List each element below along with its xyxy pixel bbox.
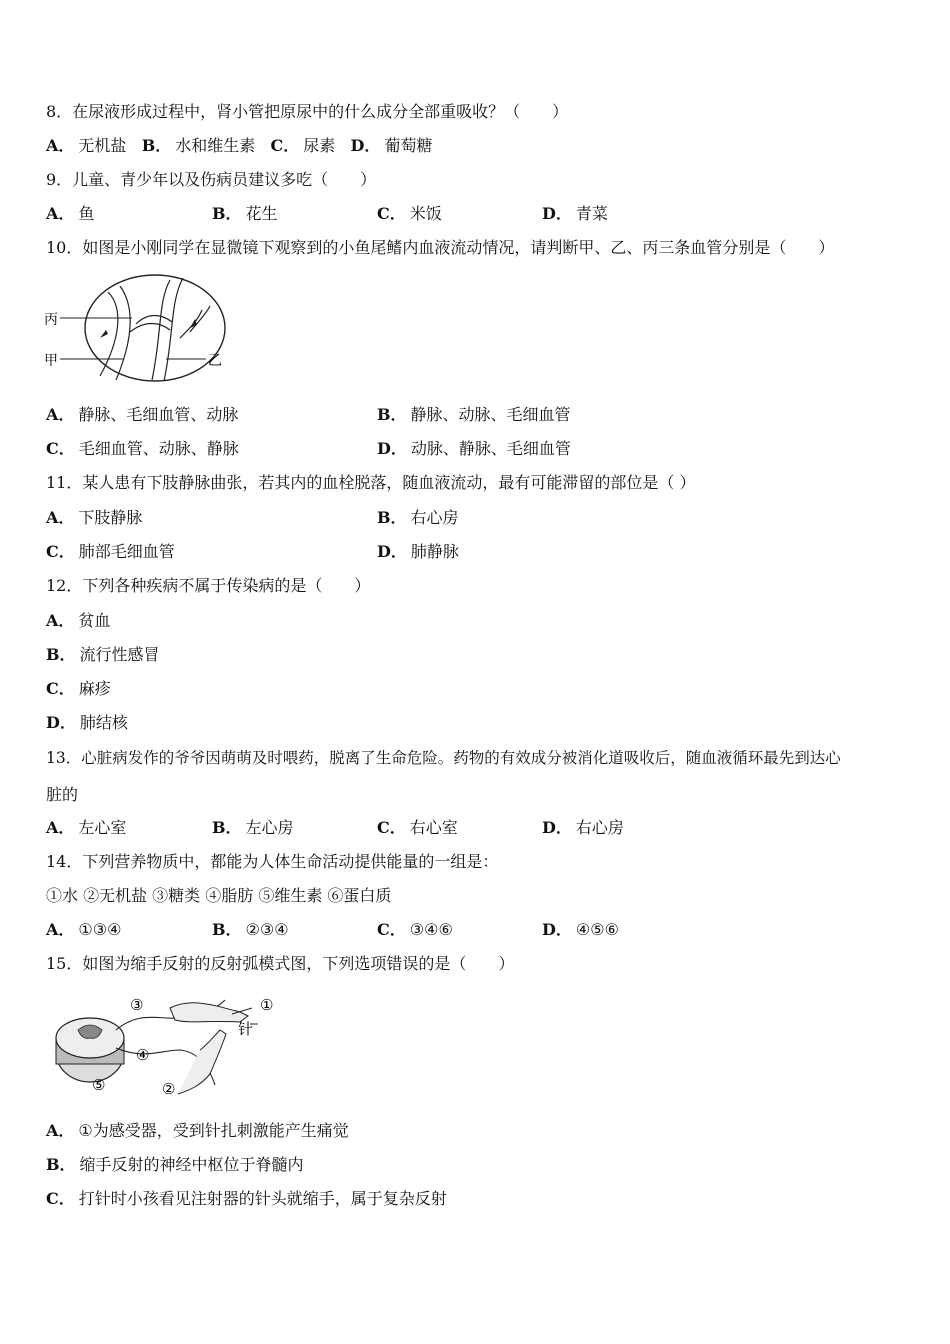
q8-option-d-label: D． [350,136,381,155]
label-yi: 乙 [208,353,222,369]
fish-tail-blood-flow-figure [40,272,230,387]
q11-option-a [46,508,142,528]
q12-stem: 12．下列各种疾病不属于传染病的是（ ） [46,576,371,595]
q13-stem-line2: 脏的 [46,785,79,804]
q11-option-c-text: 肺部毛细血管 [78,542,175,561]
q10-option-d-text: 动脉、静脉、毛细血管 [410,439,571,458]
q9-option-d-text: 青菜 [575,204,608,223]
q9-option-c [377,204,442,224]
q11-option-a-label: A． [46,508,75,527]
label-bing: 丙 [44,312,58,328]
q14-option-c [377,920,453,940]
q11-stem: 11．某人患有下肢静脉曲张，若其内的血栓脱落，随血液流动，最有可能滞留的部位是（ ） [46,473,696,492]
q8-option-b-text: 水和维生素 [175,136,256,155]
q14-stem: 14．下列营养物质中，都能为人体生命活动提供能量的一组是： [46,852,499,871]
q12-option-d-text: 肺结核 [79,713,128,732]
q14-items: ①水 ②无机盐 ③糖类 ④脂肪 ⑤维生素 ⑥蛋白质 [46,886,392,905]
q15-option-c-text: 打针时小孩看见注射器的针头就缩手，属于复杂反射 [78,1189,447,1208]
q10-option-d [377,439,571,459]
q13-option-a-label: A． [46,818,75,837]
q10-option-b-label: B． [377,405,407,424]
q10-option-a-label: A． [46,405,75,424]
q10-option-b [377,405,571,425]
q15-option-c-label: C． [46,1189,75,1208]
q11-option-c [46,542,175,562]
q13-option-a-text: 左心室 [78,818,127,837]
q12-option-b-text: 流行性感冒 [79,645,160,664]
q13-option-c-text: 右心室 [409,818,458,837]
q14-option-a-text: ①③④ [78,920,122,939]
q11-option-d-text: 肺静脉 [410,542,459,561]
label-2: ② [162,1080,176,1098]
q14-option-c-text: ③④⑥ [409,920,453,939]
q10-stem: 10．如图是小刚同学在显微镜下观察到的小鱼尾鳍内血液流动情况，请判断甲、乙、丙三条血管分别是（ ） [46,238,835,257]
label-1: ① [260,996,274,1014]
q15-option-b-label: B． [46,1155,76,1174]
q10-option-c-label: C． [46,439,75,458]
q10-option-b-text: 静脉、动脉、毛细血管 [410,405,571,424]
q12-option-d [46,713,128,733]
q13-option-b-text: 左心房 [245,818,294,837]
q14-option-a-label: A． [46,920,75,939]
q14-option-d [542,920,619,940]
label-jia: 甲 [44,353,58,369]
q8-option-a-label: A． [46,136,75,155]
q12-option-c-label: C． [46,679,75,698]
q12-option-a-text: 贫血 [78,611,111,630]
q12-option-b-label: B． [46,645,76,664]
q15-stem: 15．如图为缩手反射的反射弧模式图，下列选项错误的是（ ） [46,954,515,973]
q11-option-b-label: B． [377,508,407,527]
q14-option-c-label: C． [377,920,406,939]
q15-option-c [46,1189,447,1209]
q14-option-b-label: B． [212,920,242,939]
q8-option-c-text: 尿素 [303,136,336,155]
q15-option-a [46,1121,349,1141]
q14-option-d-text: ④⑤⑥ [575,920,619,939]
q8-option-b-label: B． [141,136,172,155]
q13-option-d [542,818,624,838]
q10-option-c-text: 毛细血管、动脉、静脉 [78,439,239,458]
q8-option-d-text: 葡萄糖 [384,136,433,155]
q15-option-a-label: A． [46,1121,75,1140]
q8-option-c-label: C． [270,136,300,155]
q11-option-d-label: D． [377,542,407,561]
q9-option-a [46,204,94,224]
q9-option-b-text: 花生 [245,204,278,223]
q9-option-d-label: D． [542,204,572,223]
q11-option-c-label: C． [46,542,75,561]
q15-option-a-text: ①为感受器，受到针扎刺激能产生痛觉 [78,1121,349,1140]
q9-stem: 9．儿童、青少年以及伤病员建议多吃（ ） [46,170,377,189]
q13-stem-line1: 13．心脏病发作的爷爷因萌萌及时喂药，脱离了生命危险。药物的有效成分被消化道吸收后，随血液循环最先到达心 [46,749,841,767]
q12-option-c [46,679,111,699]
label-5: ⑤ [92,1076,106,1094]
q14-option-b-text: ②③④ [245,920,289,939]
q15-option-b-text: 缩手反射的神经中枢位于脊髓内 [79,1155,304,1174]
q9-option-d [542,204,608,224]
q10-option-c [46,439,239,459]
q13-option-a [46,818,126,838]
q8-stem: 8．在尿液形成过程中，肾小管把原尿中的什么成分全部重吸收？（ ） [46,102,569,121]
q9-option-c-text: 米饭 [409,204,442,223]
q12-option-b [46,645,160,665]
q10-option-a [46,405,238,425]
q9-option-b-label: B． [212,204,242,223]
q8-option-a-text: 无机盐 [78,136,127,155]
q9-option-a-text: 鱼 [78,204,95,223]
q11-option-b-text: 右心房 [410,508,459,527]
q14-option-a [46,920,121,940]
q13-option-d-text: 右心房 [575,818,624,837]
q9-option-c-label: C． [377,204,406,223]
reflex-arc-figure [50,990,290,1100]
q10-option-d-label: D． [377,439,407,458]
q12-option-a-label: A． [46,611,75,630]
q13-option-b-label: B． [212,818,242,837]
q13-option-c [377,818,458,838]
q13-option-c-label: C． [377,818,406,837]
label-4: ④ [136,1046,150,1064]
q13-option-b [212,818,294,838]
q12-option-d-label: D． [46,713,76,732]
q13-option-d-label: D． [542,818,572,837]
q8-options [46,136,432,156]
q9-option-b [212,204,278,224]
q11-option-a-text: 下肢静脉 [78,508,143,527]
label-needle: 针 [238,1020,254,1038]
q12-option-c-text: 麻疹 [78,679,111,698]
q12-option-a [46,611,110,631]
label-3: ③ [130,996,144,1014]
q14-option-b [212,920,289,940]
q9-option-a-label: A． [46,204,75,223]
q15-option-b [46,1155,304,1175]
q11-option-d [377,542,459,562]
q11-option-b [377,508,459,528]
q10-option-a-text: 静脉、毛细血管、动脉 [78,405,239,424]
q14-option-d-label: D． [542,920,572,939]
